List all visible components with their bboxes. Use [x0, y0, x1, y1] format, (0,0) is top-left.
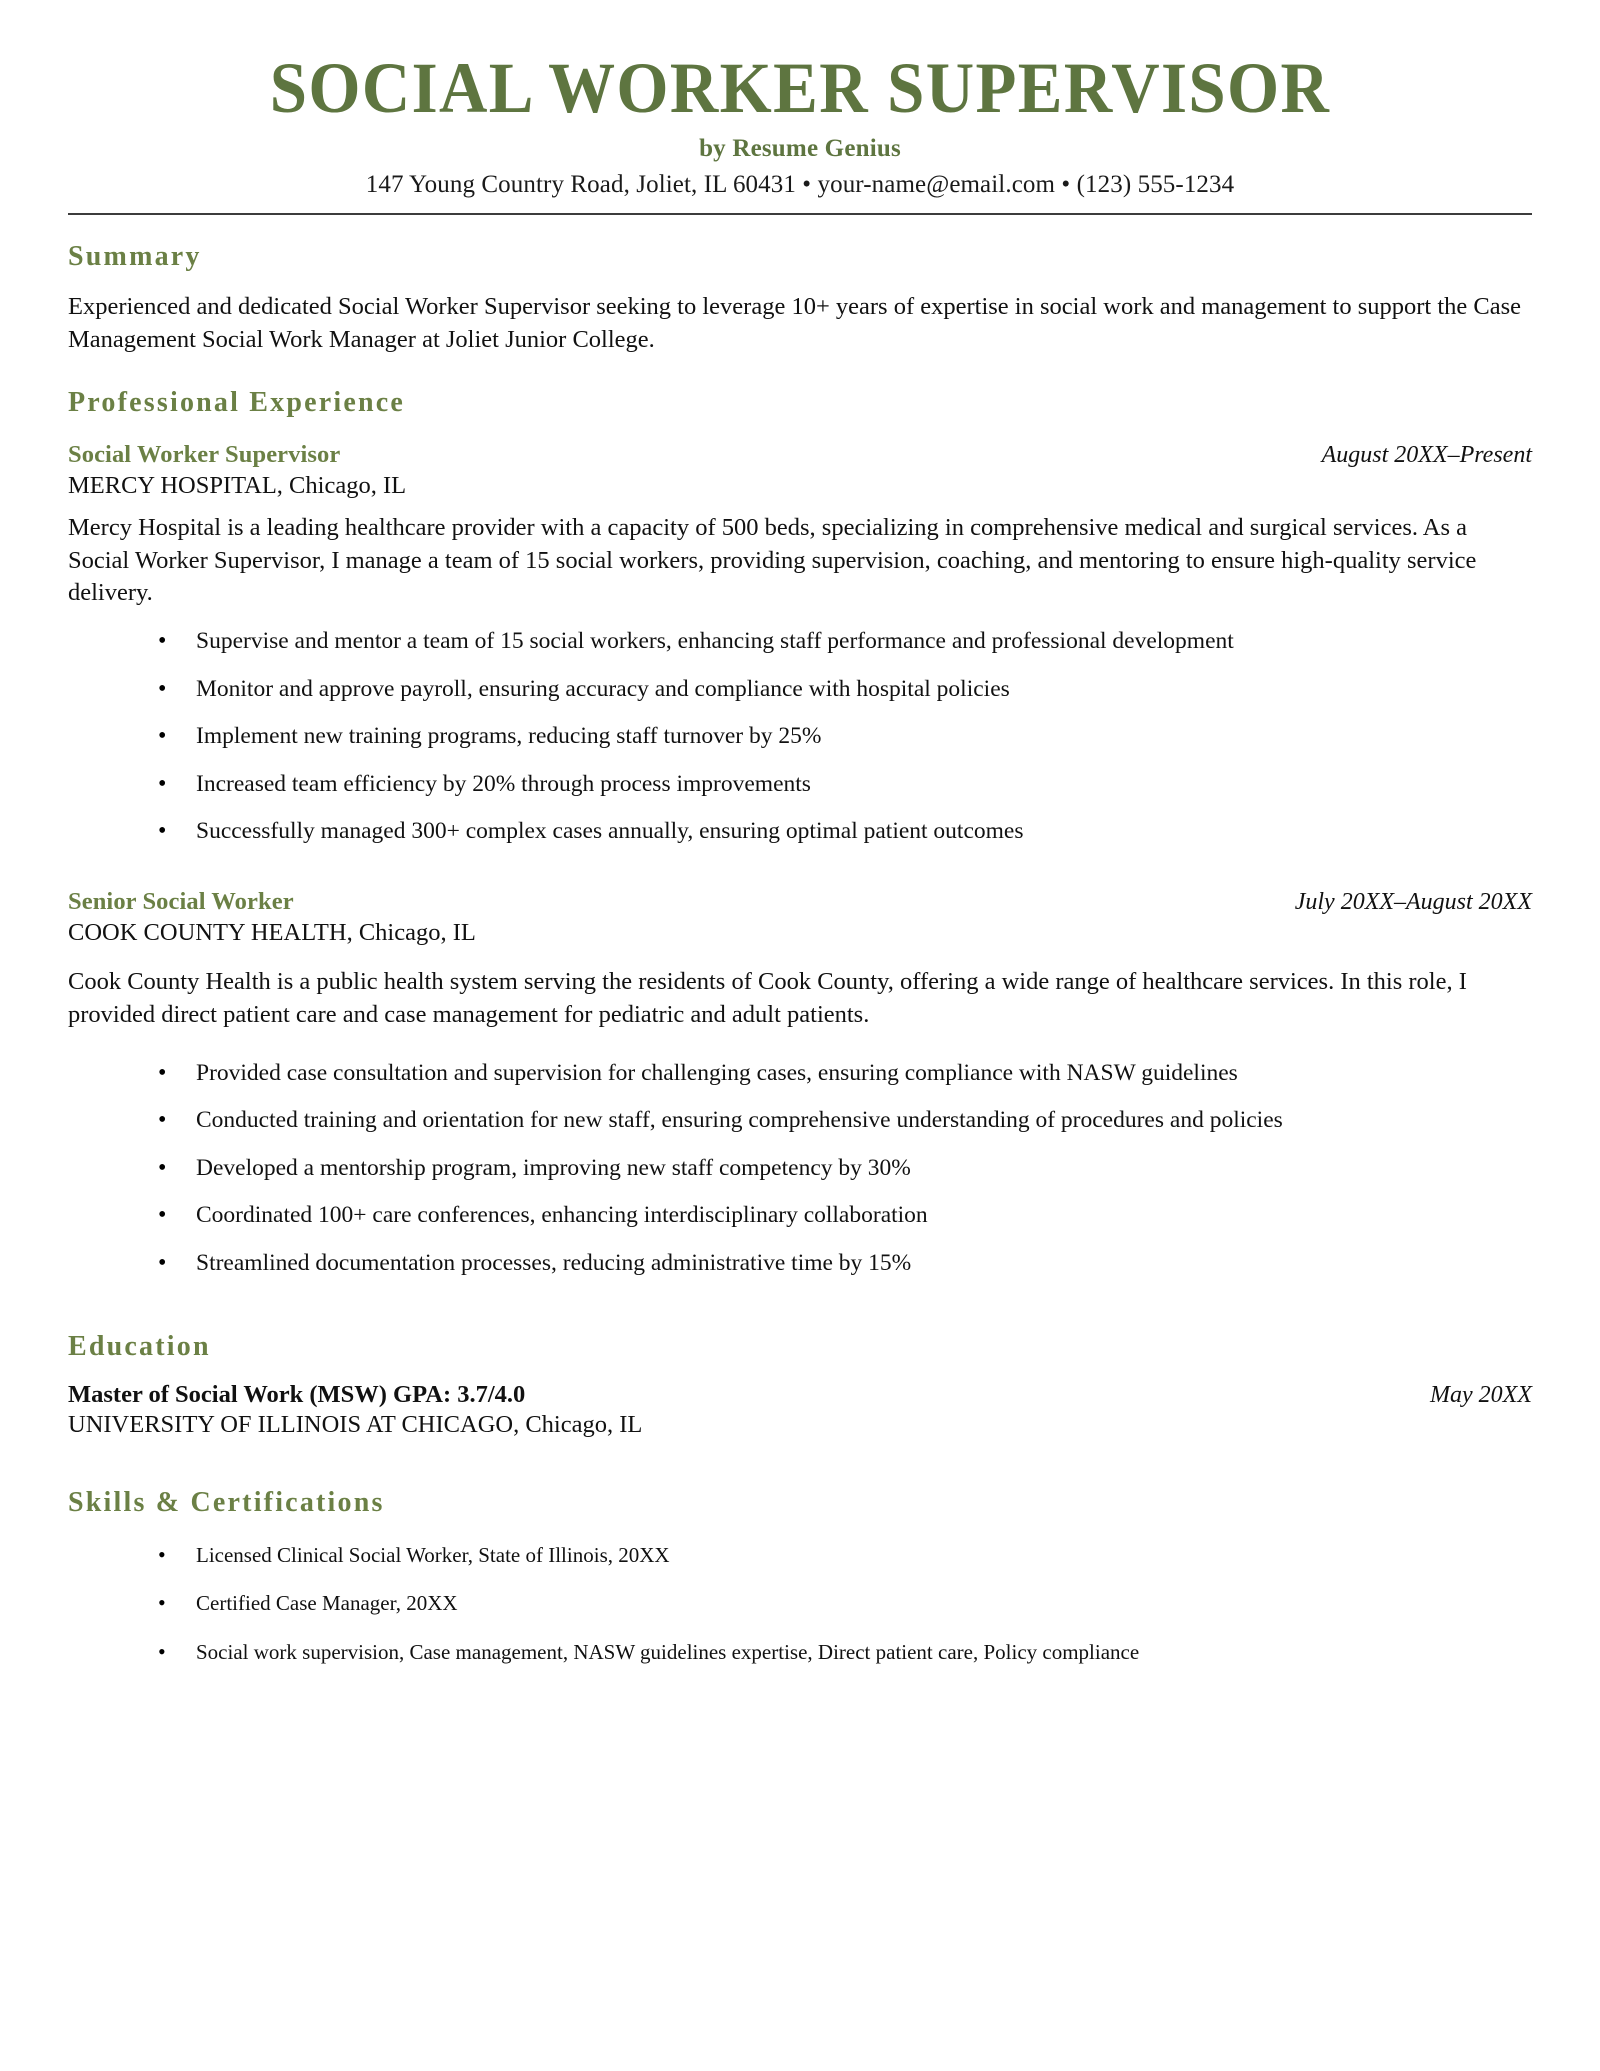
section-title-summary: Summary: [68, 241, 202, 273]
job-bullet: • Successfully managed 300+ complex cases annually, ensuring optimal patient outcomes: [158, 816, 1532, 847]
job-bullet-list: [68, 1058, 1532, 1279]
degree-title: Master of Social Work (MSW) GPA: 3.7/4.0: [68, 1381, 526, 1409]
job-company: MERCY HOSPITAL, Chicago, IL: [68, 472, 407, 500]
job-description: Mercy Hospital is a leading healthcare provider with a capacity of 500 beds, specializing in comprehensive medical and surgical services. As a Social Worker Supervisor, I manage a team of 15 social workers, providing supervision, coaching, and mentoring to ensure high-quality service delivery.: [68, 513, 1477, 607]
education-entry-header: [68, 1381, 1532, 1409]
experience-entry: [68, 888, 1532, 1280]
header-divider: [68, 213, 1532, 215]
degree-date: May 20XX: [1430, 1382, 1532, 1409]
job-company: COOK COUNTY HEALTH, Chicago, IL: [68, 918, 476, 946]
job-bullet: • Provided case consultation and supervision for challenging cases, ensuring compliance with NASW guidelines: [158, 1058, 1532, 1089]
job-description: Cook County Health is a public health system serving the residents of Cook County, offering a wide range of healthcare services. In this role, I provided direct patient care and case management for pediatric and adult patients.: [68, 968, 1467, 1029]
education-entry: [68, 1381, 1532, 1439]
job-bullet: • Increased team efficiency by 20% through process improvements: [158, 769, 1532, 800]
section-title-education: Education: [68, 1331, 211, 1363]
skill-bullet: • Certified Case Manager, 20XX: [158, 1589, 1532, 1617]
resume-header: [68, 0, 1532, 199]
section-education: [68, 1331, 1532, 1439]
section-summary: [68, 241, 1532, 357]
experience-entry: [68, 441, 1532, 848]
job-date-range: August 20XX–Present: [1321, 442, 1532, 469]
skills-bullet-list: [68, 1541, 1532, 1665]
job-bullet: • Implement new training programs, reducing staff turnover by 25%: [158, 721, 1532, 752]
job-bullet: • Streamlined documentation processes, reducing administrative time by 15%: [158, 1248, 1532, 1279]
job-date-range: July 20XX–August 20XX: [1294, 888, 1532, 915]
job-bullet: • Monitor and approve payroll, ensuring accuracy and compliance with hospital policies: [158, 674, 1532, 705]
experience-entry-header: [68, 888, 1532, 916]
skill-bullet: • Social work supervision, Case management, NASW guidelines expertise, Direct patient care, Policy compliance: [158, 1638, 1532, 1666]
job-bullet: • Coordinated 100+ care conferences, enhancing interdisciplinary collaboration: [158, 1200, 1532, 1231]
job-bullet: • Supervise and mentor a team of 15 social workers, enhancing staff performance and professional development: [158, 626, 1532, 657]
section-skills: [68, 1487, 1532, 1665]
contact-line: 147 Young Country Road, Joliet, IL 60431 • your-name@email.com • (123) 555-1234: [365, 171, 1235, 199]
experience-entry-header: [68, 441, 1532, 469]
section-title-skills: Skills & Certifications: [68, 1487, 385, 1519]
byline: by Resume Genius: [699, 135, 901, 163]
school-name: UNIVERSITY OF ILLINOIS AT CHICAGO, Chicago, IL: [68, 1411, 643, 1439]
section-title-experience: Professional Experience: [68, 387, 406, 419]
summary-text: Experienced and dedicated Social Worker Supervisor seeking to leverage 10+ years of expertise in social work and management to support the Case Management Social Work Manager at Joliet Junior College.: [68, 293, 1522, 354]
job-title: Social Worker Supervisor: [68, 441, 341, 469]
job-bullet-list: [68, 626, 1532, 847]
job-title: Senior Social Worker: [68, 887, 294, 915]
section-experience: [68, 387, 1532, 1279]
candidate-name: SOCIAL WORKER SUPERVISOR: [269, 48, 1331, 128]
job-bullet: • Conducted training and orientation for new staff, ensuring comprehensive understanding of procedures and policies: [158, 1105, 1532, 1136]
job-bullet: • Developed a mentorship program, improving new staff competency by 30%: [158, 1153, 1532, 1184]
skill-bullet: • Licensed Clinical Social Worker, State of Illinois, 20XX: [158, 1541, 1532, 1569]
